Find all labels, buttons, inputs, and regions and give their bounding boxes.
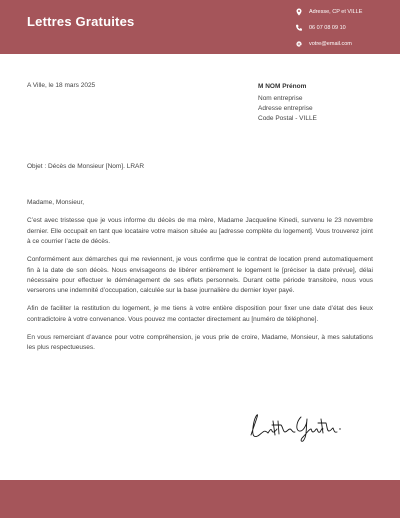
phone-icon xyxy=(295,24,303,32)
paragraph-1: C’est avec tristesse que je vous informe du décès de ma mère, Madame Jacqueline Kinedi, survenu le 23 novembre dernier. Elle occupait en tant que locataire votre maison située au [adresse complète du logement]. Vous trouverez joint à ce courrier l’acte de décès. xyxy=(27,217,373,246)
handwritten-signature xyxy=(245,405,345,445)
at-sign-icon xyxy=(295,40,303,48)
address-text: Adresse, CP et VILLE xyxy=(309,9,363,15)
letter-body xyxy=(27,198,373,361)
recipient-postal: Code Postal - VILLE xyxy=(258,115,317,122)
footer-banner xyxy=(0,480,400,518)
phone-text: 06 07 08 09 10 xyxy=(309,25,346,31)
recipient-block xyxy=(258,82,317,124)
recipient-address: Adresse entreprise xyxy=(258,105,313,112)
recipient-company: Nom entreprise xyxy=(258,95,303,102)
contact-address xyxy=(295,8,362,16)
brand-title: Lettres Gratuites xyxy=(27,14,135,29)
paragraph-4: En vous remerciant d’avance pour votre compréhension, je vous prie de croire, Madame, Monsieur, à mes salutations les plus respectueuses. xyxy=(27,333,373,352)
email-text: votre@email.com xyxy=(309,41,352,47)
location-pin-icon xyxy=(295,8,303,16)
paragraph-3: Afin de faciliter la restitution du logement, je me tiens à votre entière disposition pour fixer une date d’état des lieux contradictoire à votre convenance. Vous pouvez me contacter directement au [numéro de téléphone]. xyxy=(27,305,373,323)
place-date: A Ville, le 18 mars 2025 xyxy=(27,82,96,89)
paragraph-2: Conformément aux démarches qui me reviennent, je vous confirme que le contrat de location prend automatiquement fin à la date de son décès. Nous envisageons de libérer entièrement le logement le [préciser la date prévue], délai nécessaire pour effectuer le déménagement de ses effets personnels. Durant cette période transitoire, nous vous verserons une indemnité d’occupation, calculée sur la base journalière du dernier loyer payé. xyxy=(27,256,373,295)
letter-greeting: Madame, Monsieur, xyxy=(27,199,85,206)
header-banner xyxy=(0,0,400,54)
letter-object: Objet : Décès de Monsieur [Nom]. LRAR xyxy=(27,163,145,170)
contact-phone xyxy=(295,24,346,32)
recipient-name: M NOM Prénom xyxy=(258,83,307,90)
contact-email xyxy=(295,40,352,48)
